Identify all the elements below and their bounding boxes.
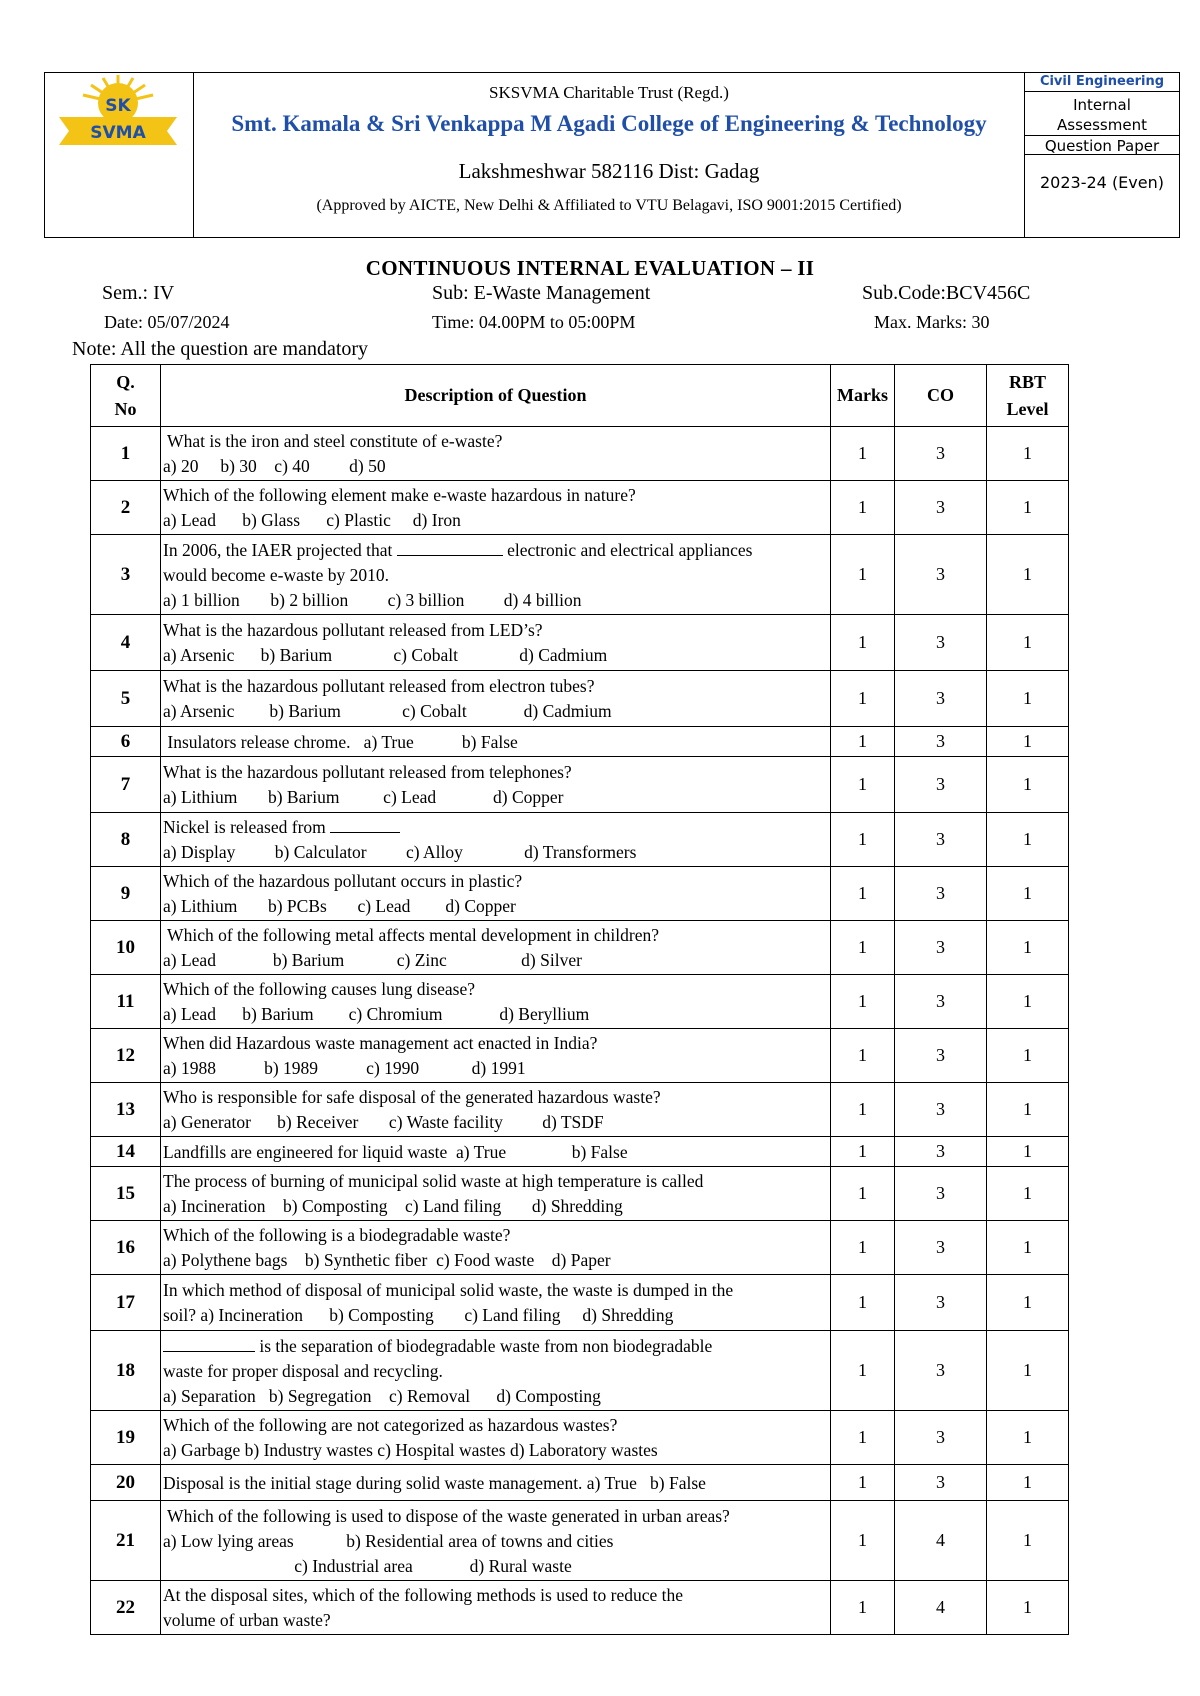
question-description: Who is responsible for safe disposal of the generated hazardous waste? a) Generator b) Receiver c) Waste facility d) TSDF xyxy=(161,1083,831,1137)
question-rbt: 1 xyxy=(987,1029,1069,1083)
question-description: Which of the following metal affects mental development in children? a) Lead b) Barium c) Zinc d) Silver xyxy=(161,921,831,975)
question-description: In which method of disposal of municipal solid waste, the waste is dumped in the soil? a) Incineration b) Composting c) Land filing d) Shredding xyxy=(161,1275,831,1331)
question-co: 3 xyxy=(895,615,987,671)
question-marks: 1 xyxy=(831,1581,895,1635)
question-row xyxy=(91,1167,1069,1221)
question-number: 10 xyxy=(91,921,161,975)
question-rbt: 1 xyxy=(987,1221,1069,1275)
question-row xyxy=(91,427,1069,481)
question-row xyxy=(91,1029,1069,1083)
question-rbt: 1 xyxy=(987,535,1069,615)
question-marks: 1 xyxy=(831,921,895,975)
header-description: Description of Question xyxy=(161,365,831,427)
question-co: 3 xyxy=(895,535,987,615)
question-rbt: 1 xyxy=(987,1331,1069,1411)
question-rbt: 1 xyxy=(987,481,1069,535)
exam-date: Date: 05/07/2024 xyxy=(104,312,230,332)
question-number: 15 xyxy=(91,1167,161,1221)
question-co: 3 xyxy=(895,1221,987,1275)
question-rbt: 1 xyxy=(987,757,1069,813)
document-type-line: Question Paper xyxy=(1025,135,1179,156)
question-description: What is the hazardous pollutant released from electron tubes? a) Arsenic b) Barium c) Cobalt d) Cadmium xyxy=(161,671,831,727)
question-description: Landfills are engineered for liquid waste a) True b) False xyxy=(161,1137,831,1167)
logo-text-bottom: SVMA xyxy=(90,123,146,143)
question-description: Which of the following is a biodegradable waste? a) Polythene bags b) Synthetic fiber c) Food waste d) Paper xyxy=(161,1221,831,1275)
question-marks: 1 xyxy=(831,481,895,535)
institution-header xyxy=(44,72,1180,238)
question-co: 3 xyxy=(895,727,987,757)
question-marks: 1 xyxy=(831,1465,895,1501)
question-rbt: 1 xyxy=(987,1083,1069,1137)
header-qno: Q. No xyxy=(91,365,161,427)
question-number: 5 xyxy=(91,671,161,727)
question-marks: 1 xyxy=(831,1167,895,1221)
question-marks: 1 xyxy=(831,727,895,757)
question-number: 18 xyxy=(91,1331,161,1411)
question-co: 3 xyxy=(895,1137,987,1167)
semester: Sem.: IV xyxy=(102,282,175,304)
logo-text-top: SK xyxy=(105,96,131,116)
question-co: 3 xyxy=(895,757,987,813)
college-address: Lakshmeshwar 582116 Dist: Gadag xyxy=(458,159,760,183)
question-number: 9 xyxy=(91,867,161,921)
question-rbt: 1 xyxy=(987,1411,1069,1465)
question-co: 3 xyxy=(895,813,987,867)
question-row xyxy=(91,813,1069,867)
question-rbt: 1 xyxy=(987,867,1069,921)
exam-time: Time: 04.00PM to 05:00PM xyxy=(432,312,636,332)
question-co: 3 xyxy=(895,427,987,481)
question-row xyxy=(91,757,1069,813)
fill-in-blank xyxy=(397,539,503,556)
question-rbt: 1 xyxy=(987,615,1069,671)
question-marks: 1 xyxy=(831,1275,895,1331)
question-row xyxy=(91,1275,1069,1331)
college-logo xyxy=(55,73,181,153)
subject: Sub: E-Waste Management xyxy=(432,282,651,304)
question-description: What is the hazardous pollutant released from LED’s? a) Arsenic b) Barium c) Cobalt d) Cadmium xyxy=(161,615,831,671)
question-number: 3 xyxy=(91,535,161,615)
question-row xyxy=(91,921,1069,975)
question-description: Which of the following causes lung disease? a) Lead b) Barium c) Chromium d) Beryllium xyxy=(161,975,831,1029)
header-marks: Marks xyxy=(831,365,895,427)
question-co: 3 xyxy=(895,671,987,727)
question-row xyxy=(91,1581,1069,1635)
question-rbt: 1 xyxy=(987,921,1069,975)
question-description: Disposal is the initial stage during solid waste management. a) True b) False xyxy=(161,1465,831,1501)
approval-line: (Approved by AICTE, New Delhi & Affiliated to VTU Belagavi, ISO 9001:2015 Certified) xyxy=(316,197,902,214)
question-rbt: 1 xyxy=(987,1581,1069,1635)
question-row xyxy=(91,1221,1069,1275)
question-rbt: 1 xyxy=(987,727,1069,757)
question-marks: 1 xyxy=(831,1501,895,1581)
question-co: 3 xyxy=(895,1465,987,1501)
question-row xyxy=(91,671,1069,727)
question-marks: 1 xyxy=(831,1029,895,1083)
question-row xyxy=(91,867,1069,921)
question-description: Insulators release chrome. a) True b) False xyxy=(161,727,831,757)
question-marks: 1 xyxy=(831,427,895,481)
instructions-note: Note: All the question are mandatory xyxy=(72,338,369,360)
exam-title: CONTINUOUS INTERNAL EVALUATION – II xyxy=(365,256,815,280)
question-co: 4 xyxy=(895,1501,987,1581)
question-row xyxy=(91,615,1069,671)
question-row xyxy=(91,481,1069,535)
question-co: 3 xyxy=(895,1167,987,1221)
fill-in-blank xyxy=(330,816,400,833)
question-row xyxy=(91,975,1069,1029)
logo-cell xyxy=(45,73,194,237)
question-number: 13 xyxy=(91,1083,161,1137)
question-marks: 1 xyxy=(831,1331,895,1411)
question-description: What is the hazardous pollutant released from telephones? a) Lithium b) Barium c) Lead d) Copper xyxy=(161,757,831,813)
question-co: 3 xyxy=(895,867,987,921)
max-marks: Max. Marks: 30 xyxy=(874,312,990,332)
question-co: 3 xyxy=(895,1029,987,1083)
question-number: 7 xyxy=(91,757,161,813)
question-row xyxy=(91,1137,1069,1167)
question-marks: 1 xyxy=(831,867,895,921)
question-number: 4 xyxy=(91,615,161,671)
institution-details xyxy=(194,73,1024,237)
question-rbt: 1 xyxy=(987,975,1069,1029)
question-number: 21 xyxy=(91,1501,161,1581)
question-number: 2 xyxy=(91,481,161,535)
question-marks: 1 xyxy=(831,813,895,867)
header-co: CO xyxy=(895,365,987,427)
question-number: 22 xyxy=(91,1581,161,1635)
question-number: 8 xyxy=(91,813,161,867)
header-rbt: RBT Level xyxy=(987,365,1069,427)
question-number: 16 xyxy=(91,1221,161,1275)
question-row xyxy=(91,727,1069,757)
question-rbt: 1 xyxy=(987,1465,1069,1501)
question-table xyxy=(90,364,1069,1635)
question-description: Which of the hazardous pollutant occurs in plastic? a) Lithium b) PCBs c) Lead d) Copper xyxy=(161,867,831,921)
question-description: Nickel is released from a) Display b) Calculator c) Alloy d) Transformers xyxy=(161,813,831,867)
question-row xyxy=(91,1501,1069,1581)
question-rbt: 1 xyxy=(987,1167,1069,1221)
question-rbt: 1 xyxy=(987,427,1069,481)
question-marks: 1 xyxy=(831,757,895,813)
college-name: Smt. Kamala & Sri Venkappa M Agadi College of Engineering & Technology xyxy=(231,111,987,136)
question-description: What is the iron and steel constitute of e-waste? a) 20 b) 30 c) 40 d) 50 xyxy=(161,427,831,481)
question-marks: 1 xyxy=(831,1221,895,1275)
question-number: 1 xyxy=(91,427,161,481)
question-description: is the separation of biodegradable waste from non biodegradable waste for proper disposal and recycling. a) Separation b) Segregation c) Removal d) Composting xyxy=(161,1331,831,1411)
academic-year: 2023-24 (Even) xyxy=(1040,173,1164,192)
question-row xyxy=(91,535,1069,615)
question-co: 3 xyxy=(895,1275,987,1331)
question-rbt: 1 xyxy=(987,813,1069,867)
question-marks: 1 xyxy=(831,615,895,671)
question-co: 3 xyxy=(895,1331,987,1411)
question-rbt: 1 xyxy=(987,1275,1069,1331)
question-marks: 1 xyxy=(831,975,895,1029)
document-info-cell xyxy=(1024,73,1179,237)
question-co: 3 xyxy=(895,975,987,1029)
question-row xyxy=(91,1411,1069,1465)
question-marks: 1 xyxy=(831,1083,895,1137)
document-type-line: Assessment xyxy=(1057,116,1147,134)
question-marks: 1 xyxy=(831,1137,895,1167)
question-row xyxy=(91,1083,1069,1137)
question-rbt: 1 xyxy=(987,1501,1069,1581)
question-number: 12 xyxy=(91,1029,161,1083)
fill-in-blank xyxy=(163,1335,255,1352)
trust-name: SKSVMA Charitable Trust (Regd.) xyxy=(489,83,729,102)
question-number: 6 xyxy=(91,727,161,757)
question-description: The process of burning of municipal solid waste at high temperature is called a) Incineration b) Composting c) Land filing d) Shredding xyxy=(161,1167,831,1221)
question-co: 4 xyxy=(895,1581,987,1635)
subject-code: Sub.Code:BCV456C xyxy=(862,282,1031,304)
question-description: When did Hazardous waste management act enacted in India? a) 1988 b) 1989 c) 1990 d) 1991 xyxy=(161,1029,831,1083)
question-marks: 1 xyxy=(831,1411,895,1465)
question-rbt: 1 xyxy=(987,671,1069,727)
question-number: 11 xyxy=(91,975,161,1029)
question-number: 20 xyxy=(91,1465,161,1501)
question-rbt: 1 xyxy=(987,1137,1069,1167)
question-description: In 2006, the IAER projected that electronic and electrical appliances would become e-waste by 2010. a) 1 billion b) 2 billion c) 3 billion d) 4 billion xyxy=(161,535,831,615)
question-co: 3 xyxy=(895,1083,987,1137)
question-description: At the disposal sites, which of the following methods is used to reduce the volume of urban waste? xyxy=(161,1581,831,1635)
document-type xyxy=(1025,93,1179,155)
question-row xyxy=(91,1465,1069,1501)
question-description: Which of the following element make e-waste hazardous in nature? a) Lead b) Glass c) Plastic d) Iron xyxy=(161,481,831,535)
question-description: Which of the following are not categorized as hazardous wastes? a) Garbage b) Industry wastes c) Hospital wastes d) Laboratory wastes xyxy=(161,1411,831,1465)
question-co: 3 xyxy=(895,481,987,535)
question-number: 14 xyxy=(91,1137,161,1167)
question-marks: 1 xyxy=(831,671,895,727)
question-marks: 1 xyxy=(831,535,895,615)
document-type-line: Internal xyxy=(1073,96,1131,114)
question-co: 3 xyxy=(895,921,987,975)
table-header-row xyxy=(91,365,1069,427)
question-number: 19 xyxy=(91,1411,161,1465)
question-co: 3 xyxy=(895,1411,987,1465)
question-description: Which of the following is used to dispose of the waste generated in urban areas? a) Low lying areas b) Residential area of towns and cities c) Industrial area d) Rural waste xyxy=(161,1501,831,1581)
question-number: 17 xyxy=(91,1275,161,1331)
department-label: Civil Engineering xyxy=(1025,73,1179,92)
question-row xyxy=(91,1331,1069,1411)
